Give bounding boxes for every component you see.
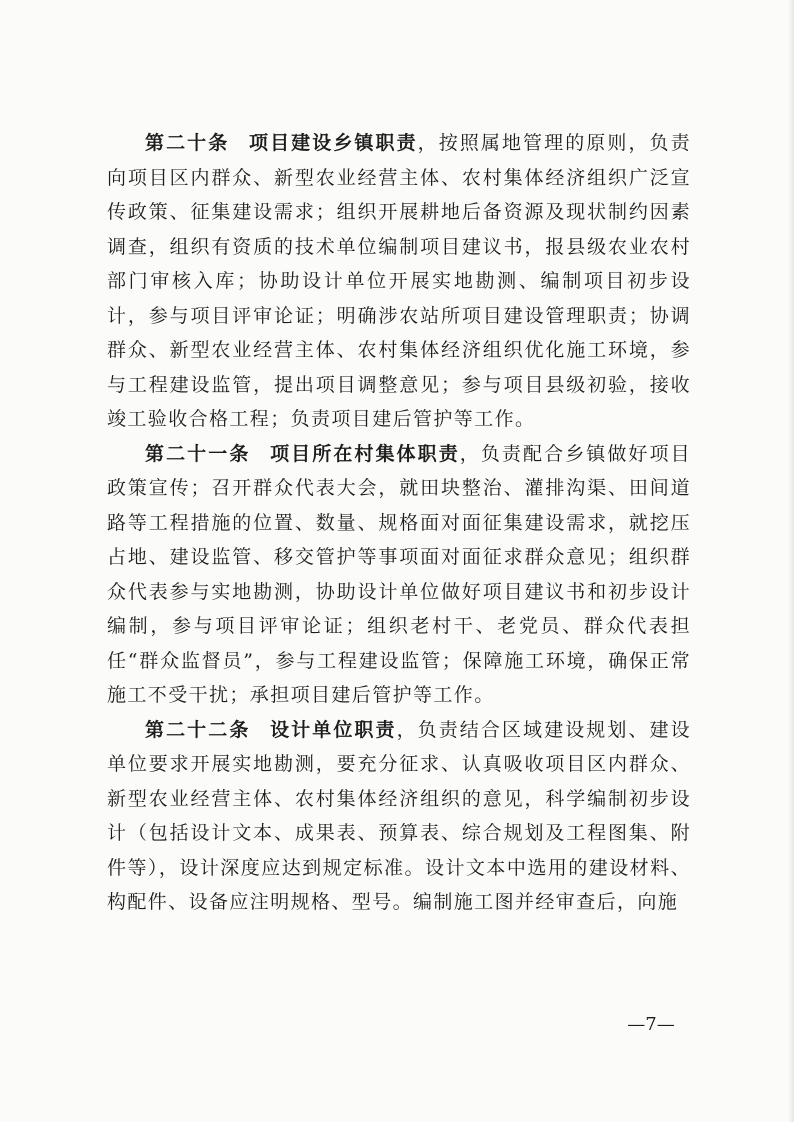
page-edge-shadow <box>788 0 794 1122</box>
article-20-heading: 第二十条 <box>145 132 230 154</box>
document-body <box>107 126 691 920</box>
article-21-heading: 第二十一条 <box>145 442 251 465</box>
article-22-title: 设计单位职责 <box>269 718 397 741</box>
article-20-title: 项目建设乡镇职责 <box>248 132 418 154</box>
article-20-body: ，按照属地管理的原则，负责向项目区内群众、新型农业经营主体、农村集体经济组织广泛宣传政策、征集建设需求；组织开展耕地后备资源及现状制约因素调查，组织有资质的技术单位编制项目建议书，报县级农业农村部门审核入库；协助设计单位开展实地勘测、编制项目初步设计，参与项目评审论证；明确涉农站所项目建设管理职责；协调群众、新型农业经营主体、农村集体经济组织优化施工环境，参与工程建设监管，提出项目调整意见；参与项目县级初验，接收竣工验收合格工程；负责项目建后管护等工作。 <box>107 132 692 430</box>
page-number: —7— <box>627 1014 675 1035</box>
article-22-body: ，负责结合区域建设规划、建设单位要求开展实地勘测，要充分征求、认真吸收项目区内群众、新型农业经营主体、农村集体经济组织的意见，科学编制初步设计（包括设计文本、成果表、预算表、综合规划及工程图集、附件等），设计深度应达到规定标准。设计文本中选用的建设材料、构配件、设备应注明规格、型号。编制施工图并经审查后，向施 <box>107 718 691 913</box>
article-20 <box>107 126 691 437</box>
article-22 <box>107 713 691 920</box>
article-21-body: ，负责配合乡镇做好项目政策宣传；召开群众代表大会，就田块整治、灌排沟渠、田间道路等工程措施的位置、数量、规格面对面征集建设需求，就挖压占地、建设监管、移交管护等事项面对面征求群众意见；组织群众代表参与实地勘测，协助设计单位做好项目建议书和初步设计编制，参与项目评审论证；组织老村干、老党员、群众代表担任“群众监督员”，参与工程建设监管；保障施工环境，确保正常施工不受干扰；承担项目建后管护等工作。 <box>107 442 691 706</box>
article-22-heading: 第二十二条 <box>145 718 251 741</box>
article-21 <box>107 437 691 713</box>
article-21-title: 项目所在村集体职责 <box>269 442 460 465</box>
